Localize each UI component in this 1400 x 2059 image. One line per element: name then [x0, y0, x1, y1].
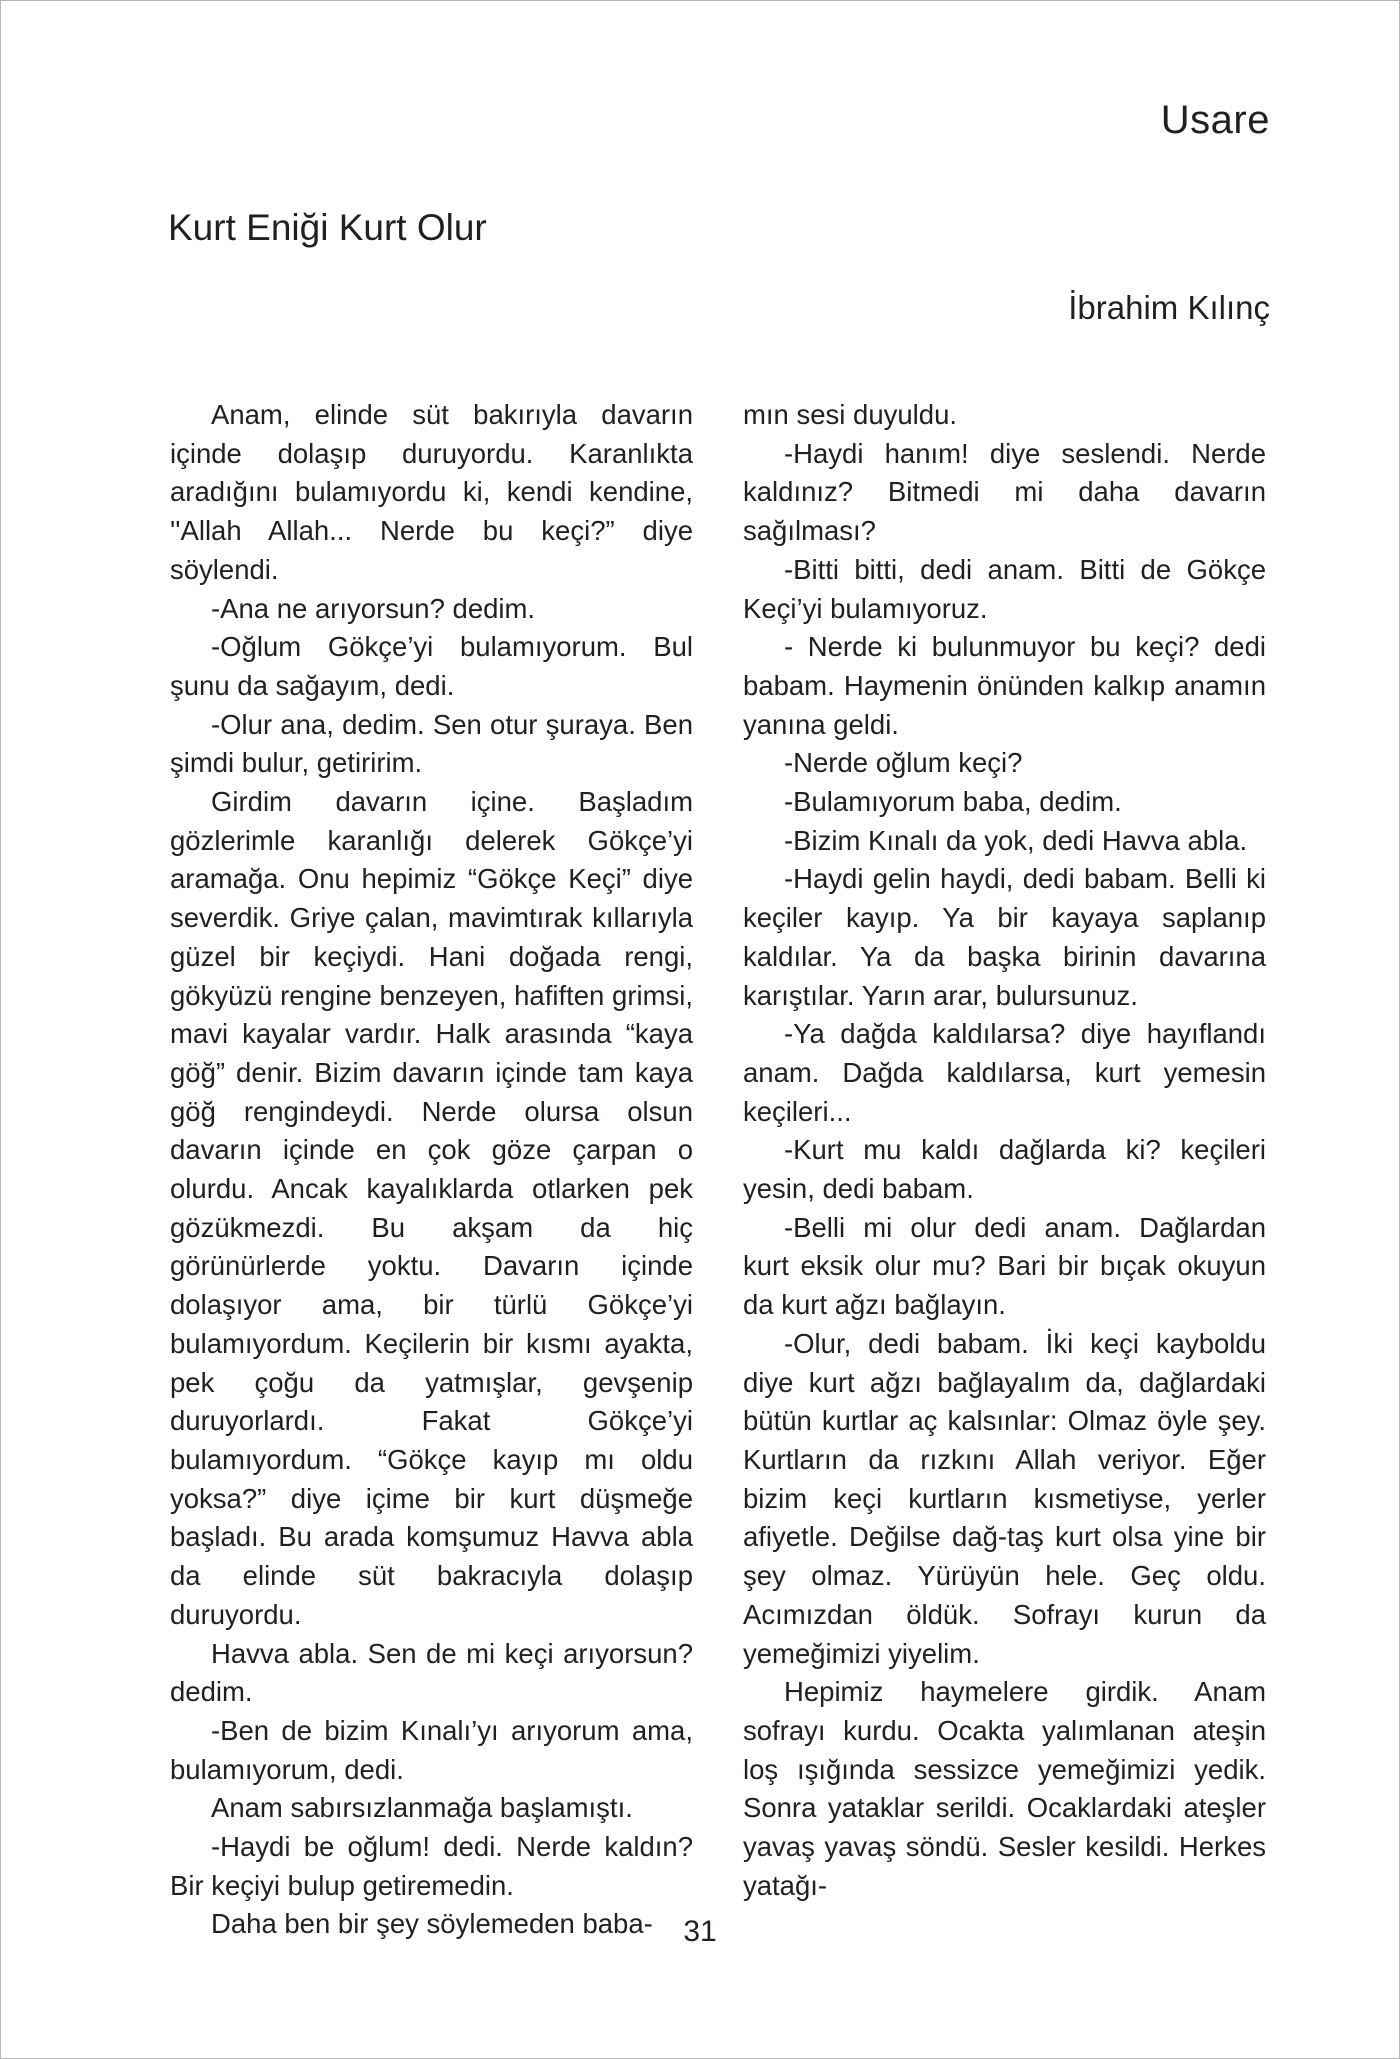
article-author: İbrahim Kılınç	[1068, 289, 1270, 326]
paragraph: Girdim davarın içine. Başladım gözlerimle karanlığı delerek Gökçe’yi aramağa. Onu hepimiz “Gökçe Keçi” diye severdik. Griye çalan, mavimtırak kıllarıyla güzel bir keçiydi. Hani doğada rengi, gökyüzü rengine benzeyen, hafiften grimsi, mavi kayalar vardır. Halk arasında “kaya göğ” denir. Bizim davarın içinde tam kaya göğ rengindeydi. Nerde olursa olsun davarın içinde en çok göze çarpan o olurdu. Ancak kayalıklarda otlarken pek gözükmezdi. Bu akşam da hiç görünürlerde yoktu. Davarın içinde dolaşıyor ama, bir türlü Gökçe’yi bulamıyordum. Keçilerin bir kısmı ayakta, pek çoğu da yatmışlar, gevşenip duruyorlardı. Fakat Gökçe’yi bulamıyordum. “Gökçe kayıp mı oldu yoksa?” diye içime bir kurt düşmeğe başladı. Bu arada komşumuz Havva abla da elinde süt bakracıyla dolaşıp duruyordu.	[170, 786, 693, 1630]
page-number: 31	[683, 1915, 717, 1948]
paragraph: -Haydi be oğlum! dedi. Nerde kaldın? Bir keçiyi bulup getiremedin.	[170, 1831, 693, 1901]
text-column-right	[743, 396, 1266, 1905]
paragraph: Anam, elinde süt bakırıyla davarın içinde dolaşıp duruyordu. Karanlıkta aradığını bulamıyordu ki, kendi kendine, ''Allah Allah... Nerde bu keçi?” diye söylendi.	[170, 399, 693, 585]
paragraph: mın sesi duyuldu.	[743, 399, 957, 430]
paragraph: -Bitti bitti, dedi anam. Bitti de Gökçe Keçi’yi bulamıyoruz.	[743, 553, 1266, 624]
paragraph: -Nerde oğlum keçi?	[784, 747, 1023, 779]
paragraph: - Nerde ki bulunmuyor bu keçi? dedi babam. Haymenin önünden kalkıp anamın yanına geldi.	[743, 631, 1266, 740]
paragraph: Daha ben bir şey söylemeden baba-	[211, 1908, 653, 1940]
paragraph: -Bulamıyorum baba, dedim.	[784, 786, 1122, 818]
paragraph: -Oğlum Gökçe’yi bulamıyorum. Bul şunu da sağayım, dedi.	[170, 631, 693, 701]
paragraph: -Haydi gelin haydi, dedi babam. Belli ki keçiler kayıp. Ya bir kayaya saplanıp kaldılar. Ya da başka birinin davarına karıştılar. Yarın arar, bulursunuz.	[743, 863, 1266, 1011]
magazine-name: Usare	[1160, 98, 1270, 142]
text-column-left	[170, 396, 693, 1944]
paragraph: Hepimiz haymelere girdik. Anam sofrayı kurdu. Ocakta yalımlanan ateşin loş ışığında sessizce yemeğimizi yedik. Sonra yataklar serildi. Ocaklardaki ateşler yavaş yavaş söndü. Sesler kesildi. Herkes yatağı-	[743, 1676, 1266, 1901]
paragraph: -Belli mi olur dedi anam. Dağlardan kurt eksik olur mu? Bari bir bıçak okuyun da kurt ağzı bağlayın.	[743, 1211, 1266, 1321]
paragraph: -Haydi hanım! diye seslendi. Nerde kaldınız? Bitmedi mi daha davarın sağılması?	[743, 437, 1266, 547]
paragraph: -Olur ana, dedim. Sen otur şuraya. Ben şimdi bulur, getiririm.	[170, 708, 693, 779]
paragraph: Havva abla. Sen de mi keçi arıyorsun? dedim.	[170, 1637, 693, 1708]
paragraph: -Ya dağda kaldılarsa? diye hayıflandı anam. Dağda kaldılarsa, kurt yemesin keçileri...	[743, 1018, 1266, 1127]
paragraph: -Ana ne arıyorsun? dedim.	[211, 592, 536, 624]
paragraph: Anam sabırsızlanmağa başlamıştı.	[211, 1792, 633, 1824]
paragraph: -Kurt mu kaldı dağlarda ki? keçileri yesin, dedi babam.	[743, 1134, 1266, 1205]
paragraph: -Olur, dedi babam. İki keçi kayboldu diye kurt ağzı bağlayalım da, dağlardaki bütün kurtlar aç kalsınlar: Olmaz öyle şey. Kurtların da rızkını Allah veriyor. Eğer bizim keçi kurtların kısmetiyse, yerler afiyetle. Değilse dağ-taş kurt olsa yine bir şey olmaz. Yürüyün hele. Geç oldu. Acımızdan öldük. Sofrayı kurun da yemeğimizi yiyelim.	[743, 1327, 1266, 1669]
article-title: Kurt Eniği Kurt Olur	[168, 207, 487, 248]
paragraph: -Bizim Kınalı da yok, dedi Havva abla.	[784, 824, 1248, 856]
paragraph: -Ben de bizim Kınalı’yı arıyorum ama, bulamıyorum, dedi.	[170, 1714, 693, 1785]
